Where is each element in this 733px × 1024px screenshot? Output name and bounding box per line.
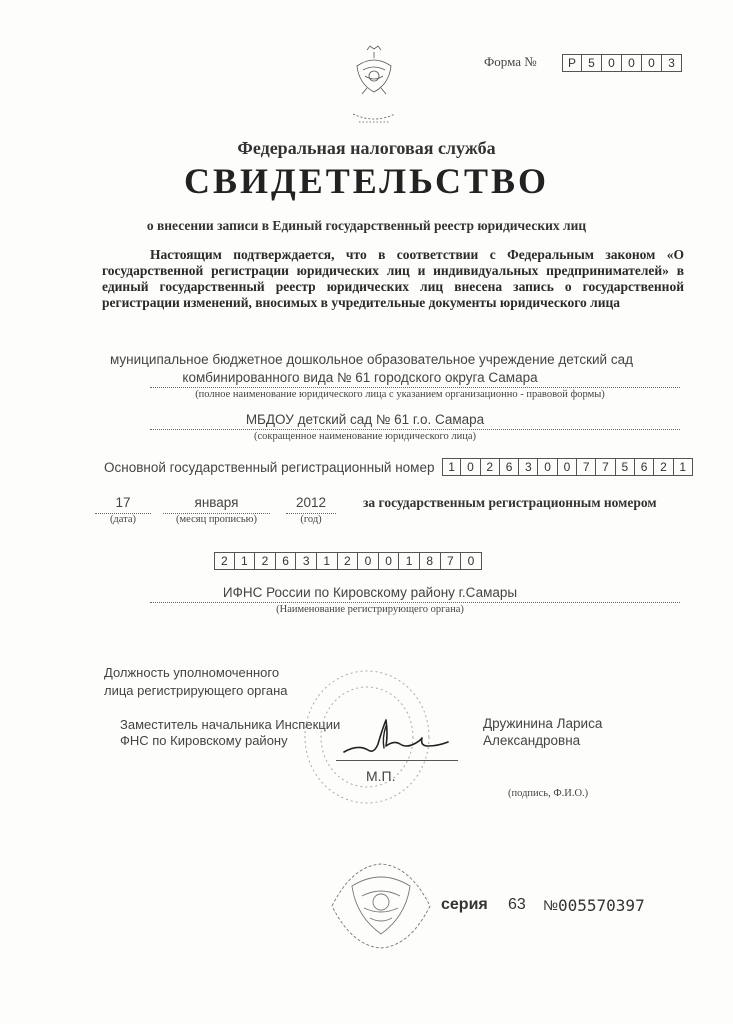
date-day: 17 — [115, 495, 131, 510]
position-label-line-2: лица регистрирующего органа — [104, 683, 288, 698]
watermark-emblem-icon — [322, 856, 440, 956]
grn-digit: 8 — [420, 552, 441, 570]
grn-digit: 0 — [358, 552, 379, 570]
org-full-name-line-1: муниципальное бюджетное дошкольное образовательное учреждение детский сад — [110, 352, 633, 367]
date-month: января — [194, 495, 239, 510]
grn-digit: 1 — [317, 552, 338, 570]
official-name-line-2: Александровна — [483, 733, 581, 748]
ogrn-digit: 1 — [442, 458, 461, 476]
authority-underline — [150, 602, 680, 603]
date-day-caption: (дата) — [109, 514, 137, 525]
ogrn-digit: 2 — [481, 458, 500, 476]
date-month-caption: (месяц прописью) — [176, 514, 257, 525]
grn-digit: 0 — [461, 552, 482, 570]
stamp-place-label: М.П. — [366, 768, 396, 784]
ogrn-digit: 6 — [500, 458, 519, 476]
ogrn-digit: 0 — [538, 458, 557, 476]
form-number-cell: Р — [562, 54, 582, 72]
ogrn-digit: 6 — [635, 458, 654, 476]
form-number-cell: 0 — [642, 54, 662, 72]
ogrn-digit: 2 — [654, 458, 673, 476]
document-title: СВИДЕТЕЛЬСТВО — [183, 161, 550, 201]
grn-digit: 1 — [235, 552, 256, 570]
series-label: серия — [441, 896, 488, 913]
form-number-cells — [562, 54, 682, 72]
date-year: 2012 — [295, 495, 327, 510]
official-name-line-1: Дружинина Лариса — [483, 716, 603, 731]
ogrn-digit: 1 — [674, 458, 693, 476]
ogrn-digit: 5 — [616, 458, 635, 476]
org-short-name-caption: (сокращенное наименование юридического лица) — [253, 431, 477, 442]
signature-caption: (подпись, Ф.И.О.) — [508, 788, 589, 799]
serial-number-sign: № — [543, 897, 559, 913]
signature-line — [336, 760, 458, 761]
confirmation-paragraph: Настоящим подтверждается, что в соответствии с Федеральным законом «О государственной регистрации юридических лиц и индивидуальных предпринимателей» в единый государственный реестр юридических лиц внесена запись о государственной регистрации изменений, вносимых в учредительные документы юридического лица — [102, 247, 684, 310]
grn-cells — [214, 552, 482, 570]
grn-digit: 6 — [276, 552, 297, 570]
agency-name: Федеральная налоговая служба — [237, 138, 496, 158]
series-code: 63 — [508, 896, 526, 913]
short-name-underline — [150, 429, 680, 430]
registration-number-label: за государственным регистрационным номером — [363, 495, 657, 510]
grn-digit: 1 — [399, 552, 420, 570]
serial-number: 005570397 — [558, 896, 645, 915]
ogrn-digit: 7 — [596, 458, 615, 476]
ogrn-label: Основной государственный регистрационный номер — [104, 460, 435, 475]
ogrn-digit: 0 — [558, 458, 577, 476]
official-position-line-2: ФНС по Кировскому району — [120, 733, 288, 748]
org-full-name-caption: (полное наименование юридического лица с указанием организационно - правовой формы) — [195, 389, 605, 400]
registering-authority: ИФНС России по Кировскому району г.Самары — [222, 585, 518, 600]
handwritten-signature-icon — [338, 712, 458, 760]
document-subtitle: о внесении записи в Единый государственный реестр юридических лиц — [146, 218, 587, 233]
authority-caption: (Наименование регистрирующего органа) — [276, 604, 464, 615]
form-number-label: Форма № — [484, 54, 537, 69]
grn-digit: 7 — [441, 552, 462, 570]
date-year-caption: (год) — [300, 514, 322, 525]
official-position-line-1: Заместитель начальника Инспекции — [120, 717, 341, 732]
state-emblem-icon — [345, 40, 403, 132]
grn-digit: 2 — [338, 552, 359, 570]
form-number-cell: 0 — [602, 54, 622, 72]
form-number-cell: 5 — [582, 54, 602, 72]
org-full-name-line-2: комбинированного вида № 61 городского округа Самара — [182, 370, 538, 385]
grn-digit: 0 — [379, 552, 400, 570]
grn-digit: 2 — [255, 552, 276, 570]
position-label-line-1: Должность уполномоченного — [104, 665, 280, 680]
ogrn-digit: 3 — [519, 458, 538, 476]
org-short-name: МБДОУ детский сад № 61 г.о. Самара — [245, 412, 485, 427]
ogrn-digit: 0 — [461, 458, 480, 476]
grn-digit: 3 — [296, 552, 317, 570]
ogrn-digit: 7 — [577, 458, 596, 476]
ogrn-cells — [442, 458, 693, 476]
grn-digit: 2 — [214, 552, 235, 570]
full-name-underline — [150, 387, 680, 388]
form-number-cell: 3 — [662, 54, 682, 72]
form-number-cell: 0 — [622, 54, 642, 72]
